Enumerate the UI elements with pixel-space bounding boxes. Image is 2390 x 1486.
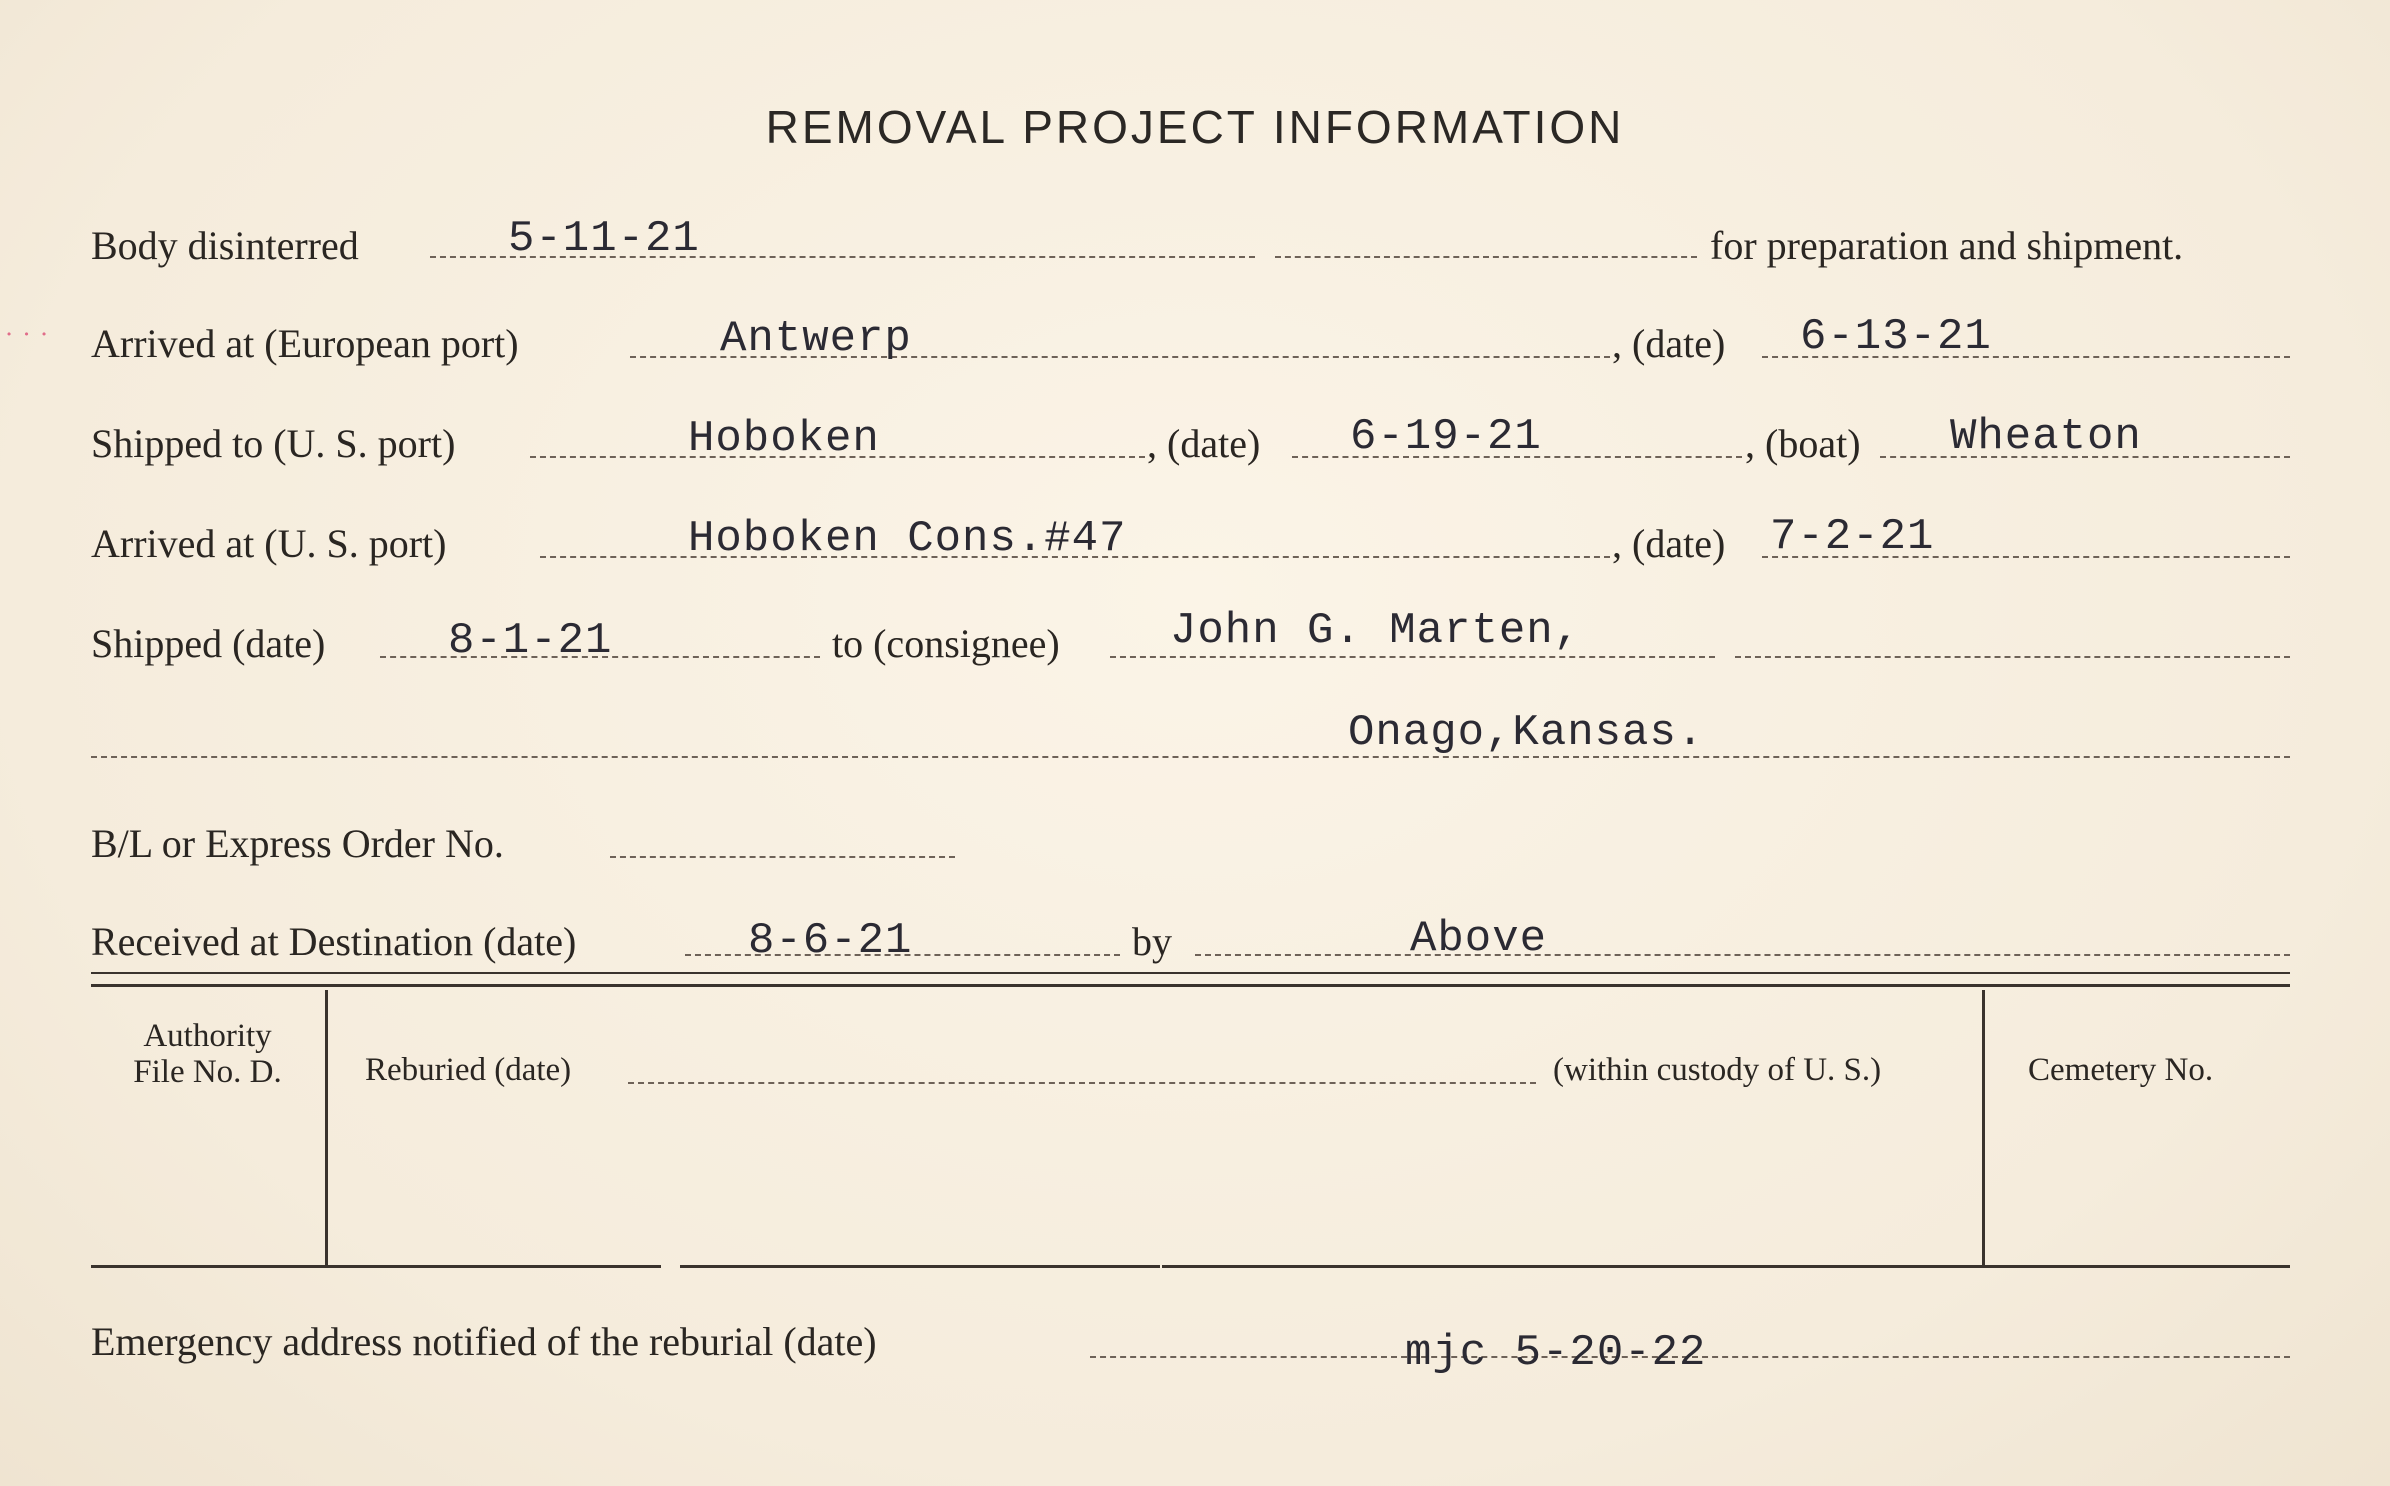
shipped-us-label: Shipped to (U. S. port)	[91, 421, 456, 466]
bl-order-label: B/L or Express Order No.	[91, 821, 504, 866]
shipped-date: 8-1-21	[448, 616, 613, 666]
disinterred-date: 5-11-21	[508, 214, 700, 264]
consignee-address-line	[91, 756, 2290, 758]
arrived-us-date-label: , (date)	[1612, 521, 1726, 566]
disinterred-suffix: for preparation and shipment.	[1710, 223, 2184, 268]
shipped-us-boat: Wheaton	[1950, 412, 2142, 462]
box-divider-right	[1982, 990, 1985, 1265]
emergency-label: Emergency address notified of the reburial (date)	[91, 1319, 877, 1364]
shipped-us-boat-label: , (boat)	[1745, 421, 1861, 466]
box-top-rule	[91, 972, 2290, 974]
consignee-address: Onago,Kansas.	[1348, 708, 1705, 758]
ink-mark: ˙ ˙ ˙	[4, 326, 49, 359]
bl-order-line	[610, 856, 955, 858]
received-label: Received at Destination (date)	[91, 919, 577, 964]
received-date: 8-6-21	[748, 916, 913, 966]
arrived-us-label: Arrived at (U. S. port)	[91, 521, 447, 566]
shipped-date-label: Shipped (date)	[91, 621, 326, 666]
arrived-us-port: Hoboken Cons.#47	[688, 514, 1127, 564]
consignee-line-2	[1735, 656, 2290, 658]
box-bottom-rule-3	[1162, 1265, 2290, 1268]
reburied-line	[628, 1082, 1536, 1084]
cemetery-label: Cemetery No.	[2028, 1052, 2214, 1088]
received-by: Above	[1410, 914, 1548, 964]
authority-label-line-2: File No. D.	[133, 1054, 282, 1090]
arrived-european-date: 6-13-21	[1800, 312, 1992, 362]
arrived-european-label: Arrived at (European port)	[91, 321, 519, 366]
authority-label-line-1: Authority	[143, 1018, 272, 1054]
box-bottom-rule-2	[680, 1265, 1160, 1268]
consignee-name: John G. Marten,	[1170, 606, 1582, 656]
arrived-us-date: 7-2-21	[1770, 512, 1935, 562]
arrived-european-date-label: , (date)	[1612, 321, 1726, 366]
reburied-label: Reburied (date)	[365, 1052, 572, 1088]
box-divider-left	[325, 990, 328, 1265]
box-top-rule-2	[91, 984, 2290, 987]
shipped-us-port: Hoboken	[688, 414, 880, 464]
custody-label: (within custody of U. S.)	[1553, 1052, 1882, 1088]
authority-label	[95, 1018, 320, 1090]
consignee-label: to (consignee)	[832, 621, 1060, 666]
disinterred-line-2	[1275, 256, 1697, 258]
card-title: REMOVAL PROJECT INFORMATION	[765, 101, 1625, 153]
box-bottom-rule-1	[91, 1265, 661, 1268]
received-by-label: by	[1132, 919, 1172, 964]
emergency-value: mjc 5-20-22	[1405, 1328, 1707, 1378]
consignee-line	[1110, 656, 1715, 658]
shipped-us-date: 6-19-21	[1350, 412, 1542, 462]
shipped-us-date-label: , (date)	[1147, 421, 1261, 466]
received-by-line	[1195, 954, 2290, 956]
arrived-european-port: Antwerp	[720, 314, 912, 364]
disinterred-label: Body disinterred	[91, 223, 359, 268]
